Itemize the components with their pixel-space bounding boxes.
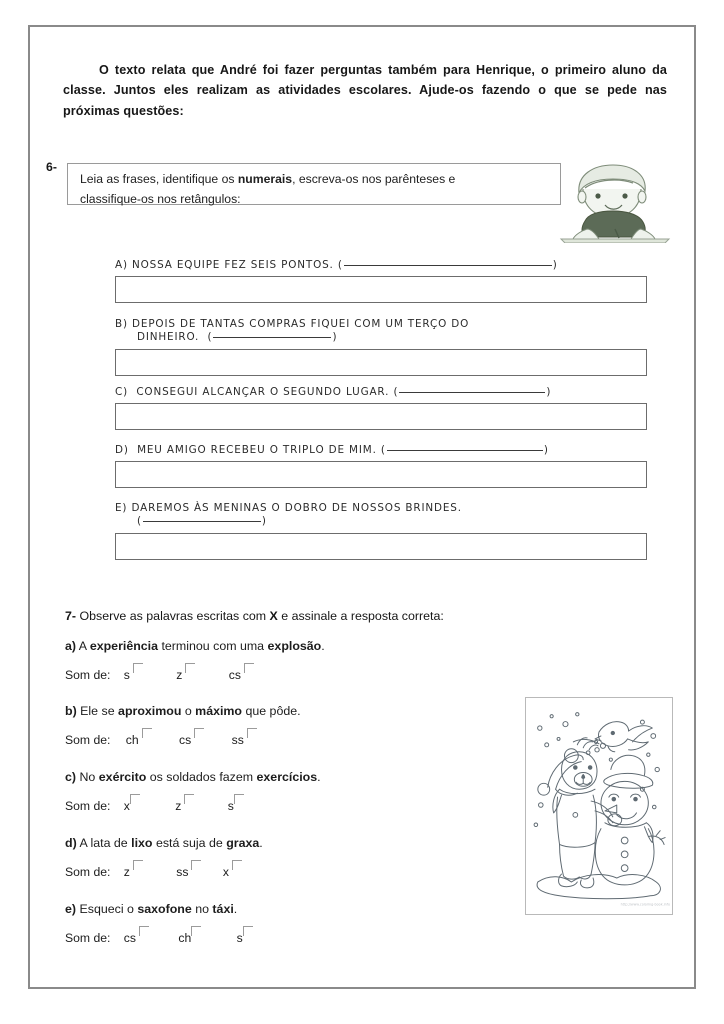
q7c-bold2: exercícios	[256, 770, 318, 784]
q7c-option-2[interactable]	[175, 794, 194, 813]
numeral-item-a-label: A)	[115, 259, 128, 271]
q7d-mid: está suja de	[152, 836, 227, 850]
svg-text:http://www.coloring-book.info: http://www.coloring-book.info	[620, 902, 671, 907]
q7d-bold2: graxa	[226, 836, 260, 850]
q7e-option-1[interactable]	[124, 926, 149, 945]
numeral-item-d	[115, 444, 647, 488]
question-7-item-c	[65, 769, 485, 813]
q7c-option-3[interactable]	[228, 794, 244, 813]
q7a-option-2[interactable]	[176, 663, 195, 682]
checkbox-corner-icon[interactable]	[139, 926, 149, 936]
q6-instruction-line2: classifique-os nos retângulos:	[80, 191, 241, 206]
question-7-item-a-letter: a)	[65, 639, 77, 653]
q7e-option-2[interactable]	[178, 926, 201, 945]
numeral-item-e-text: DAREMOS ÀS MENINAS O DOBRO DE NOSSOS BRINDES.	[131, 502, 462, 514]
numeral-item-d-parenthesis: ( )	[380, 444, 549, 456]
q6-instruction-part2: , escreva-os nos parênteses e	[292, 172, 456, 186]
q7d-post: .	[259, 836, 263, 850]
q7a-option-2-label: z	[176, 668, 183, 683]
q7b-bold2: máximo	[195, 704, 242, 718]
q7c-post: .	[317, 770, 321, 784]
q7c-som-label: Som de:	[65, 799, 111, 814]
question-7-item-b-options	[65, 728, 485, 747]
q7e-som-label: Som de:	[65, 931, 111, 946]
q7a-option-1[interactable]	[124, 663, 143, 682]
checkbox-corner-icon[interactable]	[133, 860, 143, 870]
q7c-pre: No	[79, 770, 99, 784]
q7b-option-1-label: ch	[125, 733, 139, 748]
checkbox-corner-icon[interactable]	[234, 794, 244, 804]
checkbox-corner-icon[interactable]	[232, 860, 242, 870]
q7c-option-2-label: z	[175, 799, 182, 814]
numeral-item-b-line1	[115, 318, 647, 331]
numeral-item-a-line	[115, 259, 647, 272]
question-7-item-a	[65, 638, 485, 682]
numeral-item-d-answer-box[interactable]	[115, 461, 647, 488]
q7d-option-2[interactable]	[176, 860, 201, 879]
numeral-item-b-text: DEPOIS DE TANTAS COMPRAS FIQUEI COM UM TERÇO DO	[132, 318, 470, 330]
snowman-bear-coloring-picture	[525, 697, 673, 915]
q7d-pre: A lata de	[79, 836, 132, 850]
q7b-option-3-label: ss	[231, 733, 244, 748]
q7c-option-3-label: s	[227, 799, 234, 814]
numeral-item-c-text: CONSEGUI ALCANÇAR O SEGUNDO LUGAR.	[136, 386, 390, 398]
numeral-item-e-label: E)	[115, 502, 128, 514]
question-7-heading	[65, 609, 444, 623]
boy-writing-illustration	[555, 159, 675, 243]
numeral-item-e-answer-box[interactable]	[115, 533, 647, 560]
q7b-som-label: Som de:	[65, 733, 111, 748]
question-7-item-c-letter: c)	[65, 770, 77, 784]
q7e-bold2: táxi	[212, 902, 234, 916]
numeral-item-b-line2	[115, 331, 647, 344]
question-7-item-e	[65, 901, 485, 945]
q7b-option-2-label: cs	[179, 733, 192, 748]
question-7-item-d	[65, 835, 485, 879]
q7a-post: .	[321, 639, 325, 653]
checkbox-corner-icon[interactable]	[191, 860, 201, 870]
question-7-item-d-letter: d)	[65, 836, 77, 850]
checkbox-corner-icon[interactable]	[185, 663, 195, 673]
numeral-item-b-parenthesis: ( )	[203, 331, 338, 344]
q7e-mid: no	[191, 902, 213, 916]
numeral-item-c-answer-box[interactable]	[115, 403, 647, 430]
worksheet-page	[28, 25, 696, 989]
question-6-instruction-box	[67, 163, 561, 205]
numeral-item-d-line	[115, 444, 647, 457]
question-7-item-c-options	[65, 794, 485, 813]
checkbox-corner-icon[interactable]	[184, 794, 194, 804]
q7d-option-3[interactable]	[223, 860, 242, 879]
question-7-item-d-options	[65, 860, 485, 879]
numeral-item-c-line	[115, 386, 647, 399]
q7d-option-2-label: ss	[176, 865, 189, 880]
q7b-option-1[interactable]	[126, 728, 152, 747]
question-7-heading-letter: X	[269, 609, 278, 623]
numeral-item-a-parenthesis: ( )	[337, 259, 558, 271]
numeral-item-b-label: B)	[115, 318, 128, 330]
numeral-item-b-answer-box[interactable]	[115, 349, 647, 376]
numeral-item-a-text: NOSSA EQUIPE FEZ SEIS PONTOS.	[132, 259, 334, 271]
numeral-item-e-parenthesis: ( )	[137, 515, 267, 528]
q7a-mid: terminou com uma	[158, 639, 268, 653]
numeral-item-a	[115, 259, 647, 303]
checkbox-corner-icon[interactable]	[133, 663, 143, 673]
numeral-item-e-line1	[115, 502, 647, 515]
q7a-option-3[interactable]	[229, 663, 254, 682]
question-7-item-b	[65, 703, 485, 747]
numeral-item-c-parenthesis: ( )	[393, 386, 552, 398]
numeral-item-b-text2: DINHEIRO.	[137, 331, 200, 344]
checkbox-corner-icon[interactable]	[243, 926, 253, 936]
q7a-bold1: experiência	[89, 639, 159, 653]
intro-text: O texto relata que André foi fazer perguntas também para Henrique, o primeiro aluno da classe. Juntos eles realizam as atividades escolares. Ajude-os fazendo o que se pede nas próximas questões:	[63, 63, 667, 118]
q7d-option-1-label: z	[123, 865, 130, 880]
numeral-item-c	[115, 386, 647, 430]
q7c-bold1: exército	[98, 770, 147, 784]
checkbox-corner-icon[interactable]	[247, 728, 257, 738]
q7b-option-2[interactable]	[179, 728, 204, 747]
q7b-post: que pôde.	[242, 704, 301, 718]
q7c-option-1-label: x	[123, 799, 130, 814]
q7b-pre: Ele se	[80, 704, 119, 718]
q7e-option-1-label: cs	[123, 931, 136, 946]
question-7-number: 7-	[65, 609, 77, 623]
q7a-bold2: explosão	[267, 639, 322, 653]
q7e-bold1: saxofone	[137, 902, 192, 916]
question-7-heading-part2: e assinale a resposta correta:	[277, 609, 444, 623]
q7d-option-1[interactable]	[124, 860, 143, 879]
q6-instruction-part1: Leia as frases, identifique os	[80, 172, 238, 186]
question-7-heading-part1: Observe as palavras escritas com	[79, 609, 270, 623]
q7d-bold1: lixo	[131, 836, 153, 850]
question-7-item-a-options	[65, 663, 485, 682]
q7a-option-3-label: cs	[228, 668, 241, 683]
question-7-item-e-statement	[65, 901, 485, 917]
q7b-option-3[interactable]	[232, 728, 257, 747]
checkbox-corner-icon[interactable]	[194, 728, 204, 738]
question-7-item-d-statement	[65, 835, 485, 851]
q7c-option-1[interactable]	[124, 794, 140, 813]
question-7-item-b-statement	[65, 703, 485, 719]
question-7-item-c-statement	[65, 769, 485, 785]
q7e-option-2-label: ch	[178, 931, 192, 946]
q7d-som-label: Som de:	[65, 865, 111, 880]
checkbox-corner-icon[interactable]	[191, 926, 201, 936]
q7e-pre: Esqueci o	[79, 902, 138, 916]
question-7-item-b-letter: b)	[65, 704, 77, 718]
numeral-item-a-answer-box[interactable]	[115, 276, 647, 303]
numeral-item-c-label: C)	[115, 386, 129, 398]
q7d-option-3-label: x	[222, 865, 229, 880]
question-6-number: 6-	[46, 160, 57, 174]
checkbox-corner-icon[interactable]	[130, 794, 140, 804]
numeral-item-e	[115, 502, 647, 560]
q6-instruction-bold: numerais	[237, 172, 293, 186]
intro-paragraph	[63, 60, 667, 121]
q7b-bold1: aproximou	[118, 704, 182, 718]
q7e-option-3-label: s	[236, 931, 243, 946]
checkbox-corner-icon[interactable]	[244, 663, 254, 673]
q7a-pre: A	[78, 639, 90, 653]
numeral-item-e-line2	[115, 515, 647, 528]
numeral-item-d-text: MEU AMIGO RECEBEU O TRIPLO DE MIM.	[137, 444, 377, 456]
q7a-option-1-label: s	[123, 668, 130, 683]
q7b-mid: o	[181, 704, 196, 718]
checkbox-corner-icon[interactable]	[142, 728, 152, 738]
question-7-item-a-statement	[65, 638, 485, 654]
question-7-item-e-letter: e)	[65, 902, 77, 916]
question-7-item-e-options	[65, 926, 485, 945]
numeral-item-d-label: D)	[115, 444, 129, 456]
q7e-post: .	[233, 902, 238, 916]
q7c-mid: os soldados fazem	[146, 770, 257, 784]
q7e-option-3[interactable]	[237, 926, 253, 945]
numeral-item-b	[115, 318, 647, 376]
q7a-som-label: Som de:	[65, 668, 111, 683]
